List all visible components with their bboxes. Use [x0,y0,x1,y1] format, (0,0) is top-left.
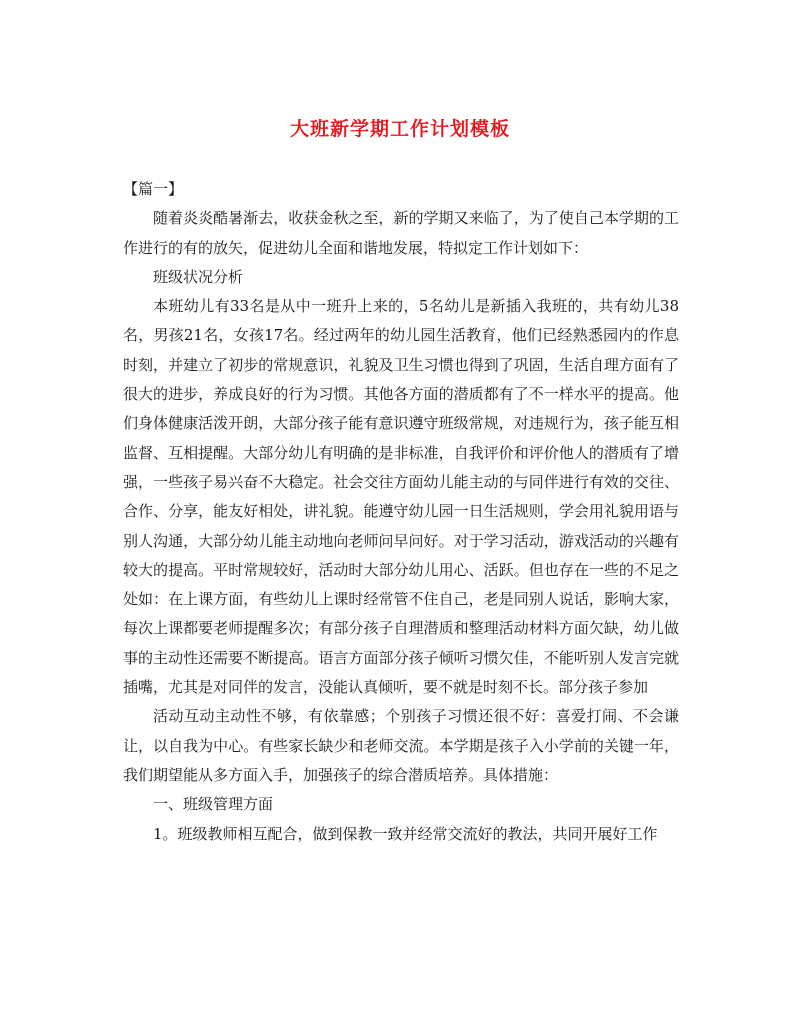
paragraph-item-1: 1。班级教师相互配合，做到保教一致并经常交流好的教法，共同开展好工作 [153,824,658,843]
heading-class-analysis: 班级状况分析 [153,267,244,286]
document-title: 大班新学期工作计划模板 [289,118,510,140]
heading-class-management: 一、班级管理方面 [153,795,274,814]
paragraph-intro: 随着炎炎酷暑渐去，收获金秋之至，新的学期又来临了，为了使自己本学期的工作进行的有的放矢，促进幼儿全面和谐地发展，特拟定工作计划如下： [123,209,679,257]
paragraph-activity-interaction: 活动互动主动性不够，有依靠感；个别孩子习惯还很不好：喜爱打闹、不会谦让，以自我为中心。有些家长缺少和老师交流。本学期是孩子入小学前的关键一年，我们期望能从多方面入手，加强孩子的综合潜质培养。具体措施： [123,707,679,784]
paragraph-class-analysis: 本班幼儿有33名是从中一班升上来的，5名幼儿是新插入我班的，共有幼儿38名，男孩21名，女孩17名。经过两年的幼儿园生活教育，他们已经熟悉园内的作息时刻，并建立了初步的常规意识，礼貌及卫生习惯也得到了巩固，生活自理方面有了很大的进步，养成良好的行为习惯。其他各方面的潜质都有了不一样水平的提高。他们身体健康活泼开朗，大部分孩子能有意识遵守班级常规，对违规行为，孩子能互相监督、互相提醒。大部分幼儿有明确的是非标准，自我评价和评价他人的潜质有了增强，一些孩子易兴奋不大稳定。社会交往方面幼儿能主动的与同伴进行有效的交往、合作、分享，能友好相处，讲礼貌。能遵守幼儿园一日生活规则，学会用礼貌用语与别人沟通，大部分幼儿能主动地向老师问早问好。对于学习活动，游戏活动的兴趣有较大的提高。平时常规较好，活动时大部分幼儿用心、活跃。但也存在一些的不足之处如：在上课方面，有些幼儿上课时经常管不住自己，老是同别人说话，影响大家，每次上课都要老师提醒多次；有部分孩子自理潜质和整理活动材料方面欠缺，幼儿做事的主动性还需要不断提高。语言方面部分孩子倾听习惯欠佳，不能听别人发言完就插嘴，尤其是对同伴的发言，没能认真倾听，要不就是时刻不长。部分孩子参加 [123,297,679,697]
document-body [123,175,679,849]
section-label: 【篇一】 [123,180,184,198]
